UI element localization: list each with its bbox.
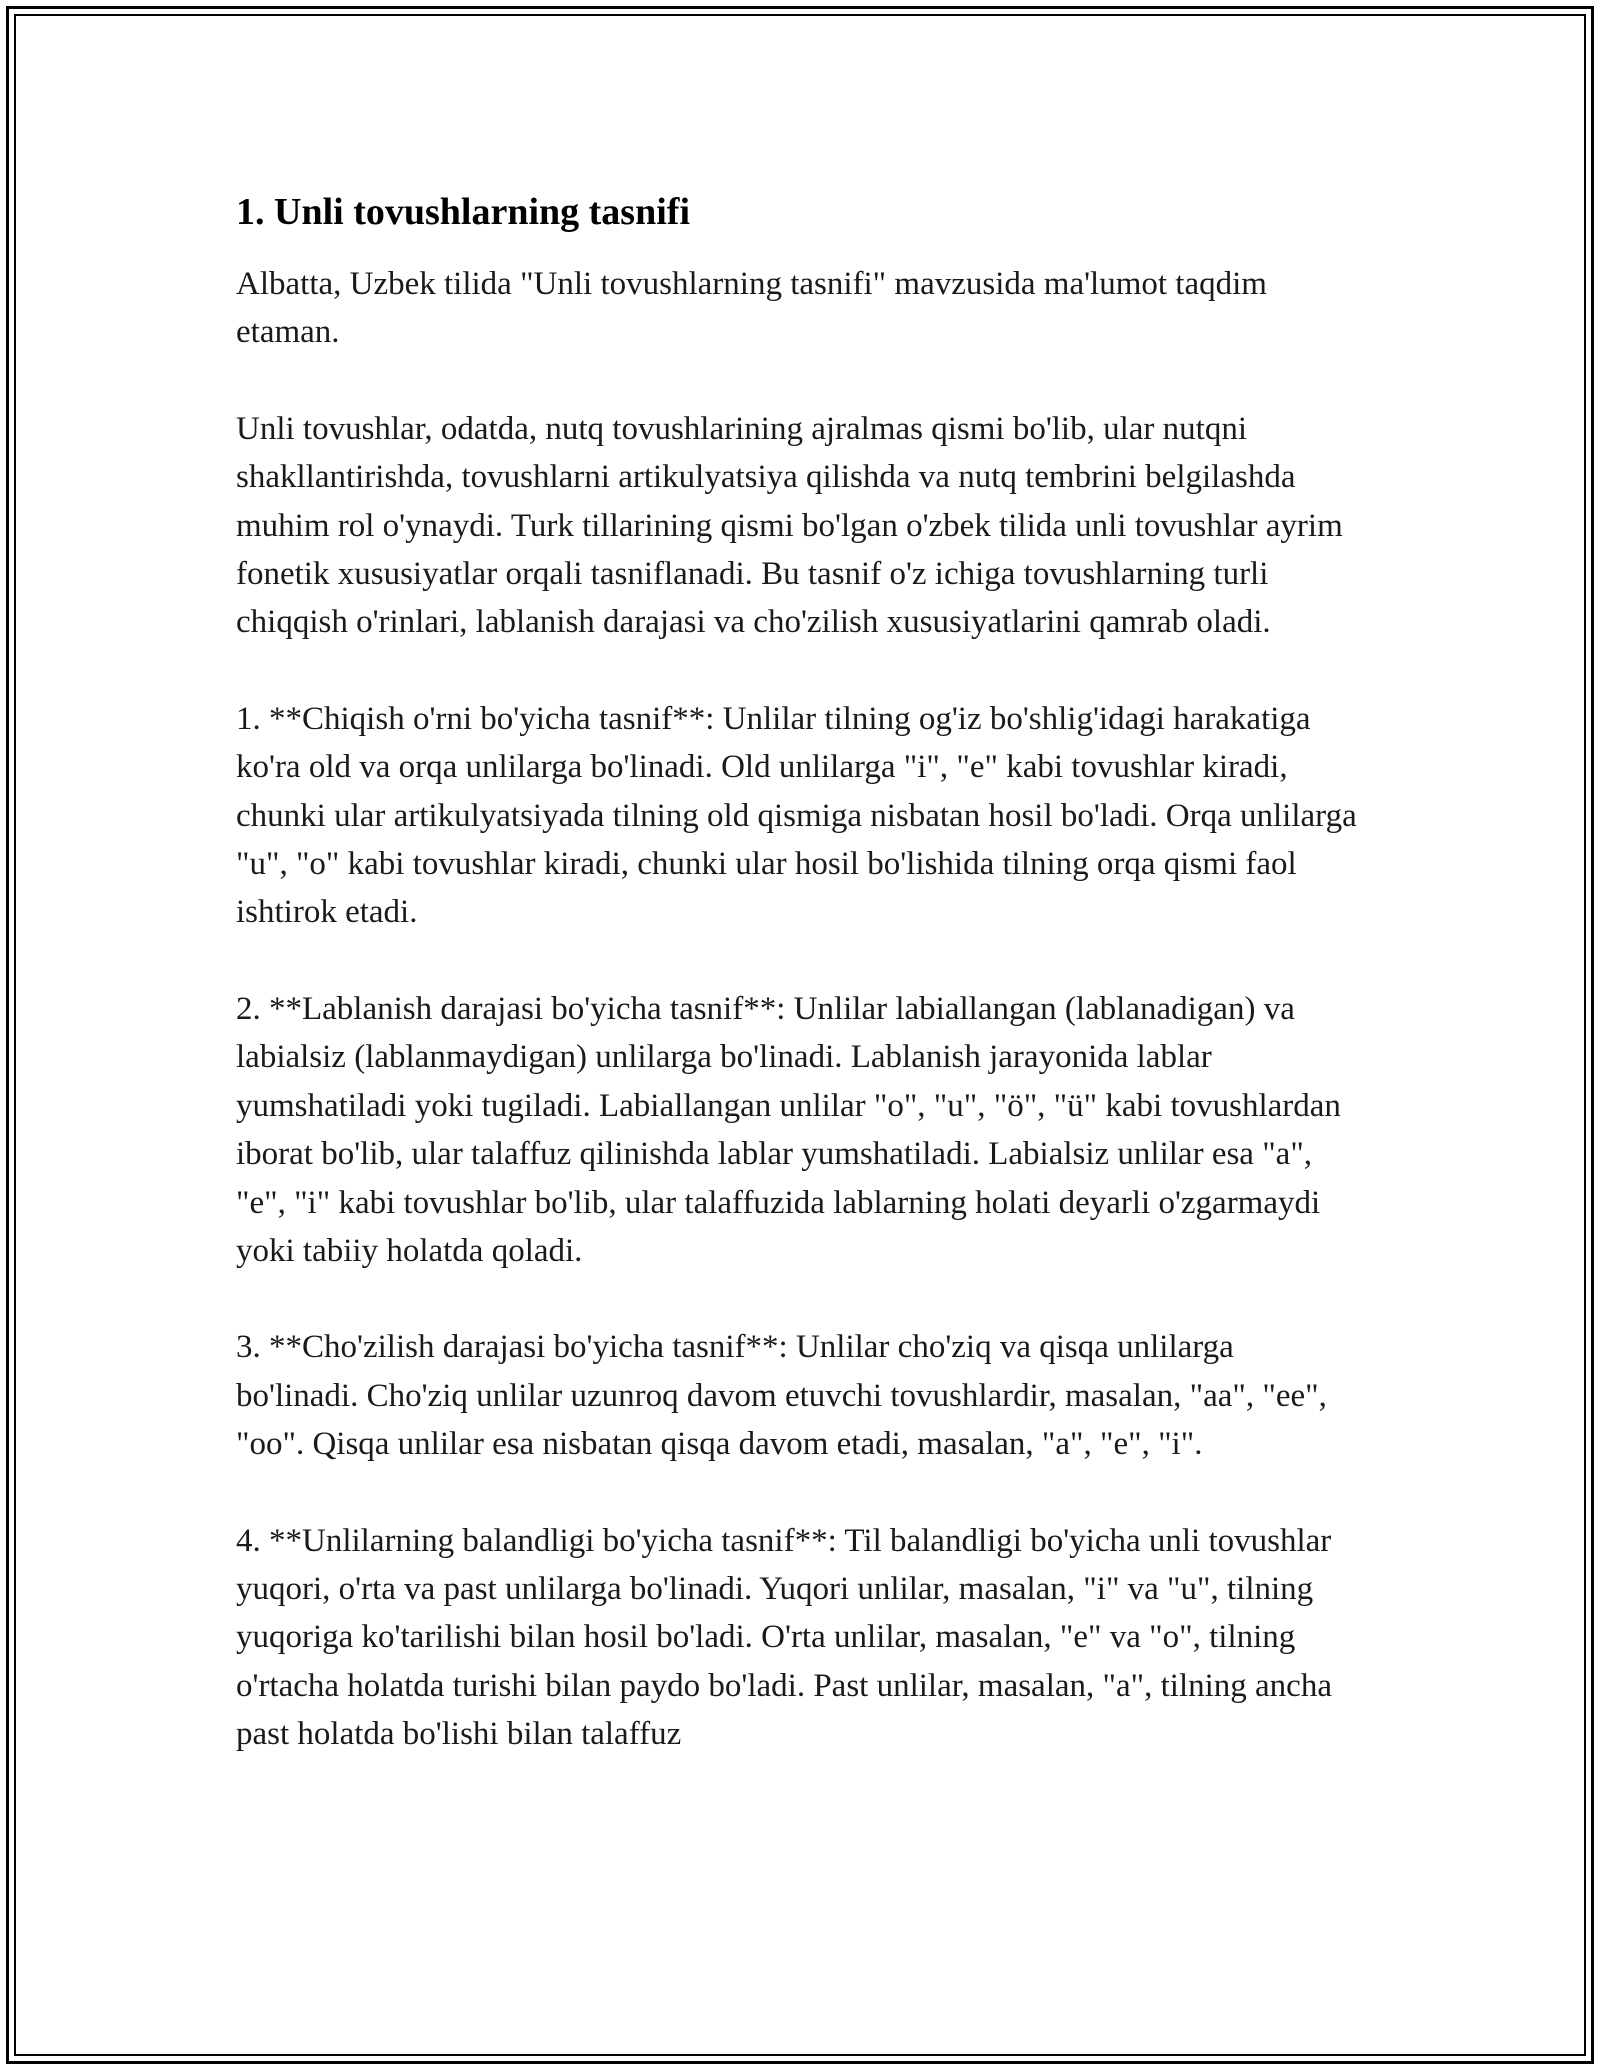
classification-labial-paragraph: 2. **Lablanish darajasi bo'yicha tasnif**: Unlilar labiallangan (lablanadigan) va labialsiz (lablanmaydigan) unlilarga bo'linadi. Lablanish jarayonida lablar yumshatiladi yoki tugiladi. Labiallangan unlilar "o", "u", "ö", "ü" kabi tovushlardan iborat bo'lib, ular talaffuz qilinishda lablar yumshatiladi. Labialsiz unlilar esa "a", "e", "i" kabi tovushlar bo'lib, ular talaffuzida lablarning holati deyarli o'zgarmaydi yoki tabiiy holatda qoladi. [236, 990, 1341, 1269]
overview-paragraph: Unli tovushlar, odatda, nutq tovushlarining ajralmas qismi bo'lib, ular nutqni shakllantirishda, tovushlarni artikulyatsiya qilishda va nutq tembrini belgilashda muhim rol o'ynaydi. Turk tillarining qismi bo'lgan o'zbek tilida unli tovushlar ayrim fonetik xususiyatlar orqali tasniflanadi. Bu tasnif o'z ichiga tovushlarning turli chiqqish o'rinlari, lablanish darajasi va cho'zilish xususiyatlarini qamrab oladi. [236, 410, 1343, 641]
intro-paragraph: Albatta, Uzbek tilida "Unli tovushlarning tasnifi" mavzusida ma'lumot taqdim etaman. [236, 266, 1267, 351]
classification-length-paragraph: 3. **Cho'zilish darajasi bo'yicha tasnif**: Unlilar cho'ziq va qisqa unlilarga bo'linadi. Cho'ziq unlilar uzunroq davom etuvchi tovushlardir, masalan, "aa", "ee", "oo". Qisqa unlilar esa nisbatan qisqa davom etadi, masalan, "a", "e", "i". [236, 1329, 1327, 1463]
section-heading: 1. Unli tovushlarning tasnifi [236, 191, 690, 233]
classification-place-paragraph: 1. **Chiqish o'rni bo'yicha tasnif**: Unlilar tilning og'iz bo'shlig'idagi harakatiga ko'ra old va orqa unlilarga bo'linadi. Old unlilarga "i", "e" kabi tovushlar kiradi, chunki ular artikulyatsiyada tilning old qismiga nisbatan hosil bo'ladi. Orqa unlilarga "u", "o" kabi tovushlar kiradi, chunki ular hosil bo'lishida tilning orqa qismi faol ishtirok etadi. [236, 700, 1357, 931]
document-page [236, 188, 1364, 1759]
classification-height-paragraph: 4. **Unlilarning balandligi bo'yicha tasnif**: Til balandligi bo'yicha unli tovushlar yuqori, o'rta va past unlilarga bo'linadi. Yuqori unlilar, masalan, "i" va "u", tilning yuqoriga ko'tarilishi bilan hosil bo'ladi. O'rta unlilar, masalan, "e" va "o", tilning o'rtacha holatda turishi bilan paydo bo'ladi. Past unlilar, masalan, "a", tilning ancha past holatda bo'lishi bilan talaffuz [236, 1522, 1332, 1753]
